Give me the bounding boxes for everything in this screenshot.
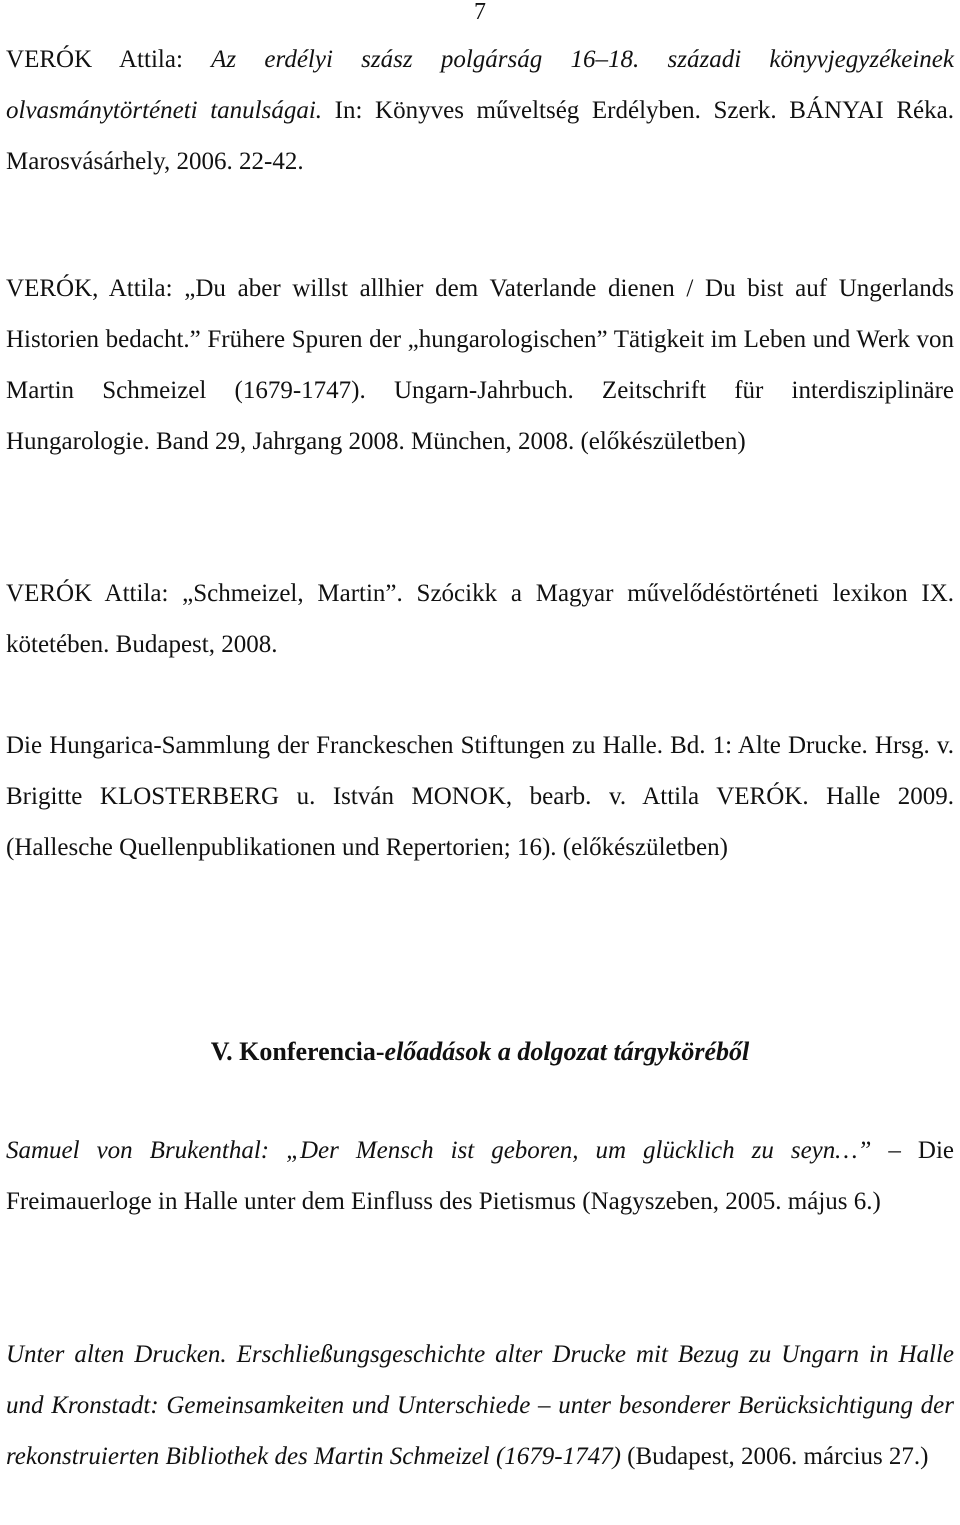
entry-text: . Halle 2009. (Hallesche Quellenpublikationen und Repertorien; 16). (előkészületben)	[6, 783, 954, 861]
editor-surname-rest: LOSTERBERG	[117, 783, 280, 810]
lecture-title: Samuel von Brukenthal: „Der Mensch ist geboren, um glücklich zu seyn…”	[6, 1137, 872, 1164]
editor-surname-rest: ONOK	[433, 783, 506, 810]
heading-prefix: V. Konferencia-	[210, 1037, 385, 1066]
bibliography-entry-2	[6, 263, 954, 467]
author-given-name: Attila:	[92, 46, 212, 73]
author-initial: V	[6, 580, 25, 607]
section-heading	[0, 1030, 960, 1074]
entry-imprint: Réka. Marosvásárhely, 2006. 22-42.	[6, 97, 954, 175]
page-number: 7	[474, 0, 486, 25]
author-name	[6, 46, 92, 73]
author-surname-rest: ERÓK	[24, 275, 93, 302]
lecture-title: Unter alten Drucken. Erschließungsgeschichte alter Drucke mit Bezug zu Ungarn in Halle und Kronstadt: Gemeinsamkeiten und Unterschiede – unter besonderer Berücksichtigung der rekonstruierten Bibliothek des Martin Schmeizel (1679-1747)	[6, 1341, 954, 1470]
entry-text: Attila: „Schmeizel, Martin”. Szócikk a Magyar művelődéstörténeti lexikon IX. kötetében. Budapest, 2008.	[6, 580, 954, 658]
lecture-details: (Budapest, 2006. március 27.)	[620, 1443, 929, 1470]
author-initial: V	[716, 783, 735, 810]
lecture-details: – Die Freimauerloge in Halle unter dem Einfluss des Pietismus (Nagyszeben, 2005. május 6.)	[6, 1137, 954, 1215]
lecture-entry-1	[6, 1125, 954, 1227]
entry-publication: In: Könyves műveltség Erdélyben. Szerk.	[322, 97, 790, 124]
author-surname-rest: ERÓK	[24, 580, 93, 607]
author-initial: V	[6, 46, 25, 73]
entry-title: Az erdélyi szász polgárság 16–18. századi könyvjegyzékeinek olvasmánytörténeti tanulságai.	[6, 46, 954, 124]
editor-surname-rest: ÁNYAI	[805, 97, 884, 124]
editor-initial: B	[789, 97, 806, 124]
entry-text: u. István	[279, 783, 412, 810]
author-surname-rest: ERÓK	[24, 46, 93, 73]
editor-initial: K	[99, 783, 118, 810]
bibliography-entry-4	[6, 720, 954, 873]
bibliography-entry-1	[6, 34, 954, 187]
lecture-entry-2	[6, 1329, 954, 1482]
entry-text: , bearb. v. Attila	[505, 783, 717, 810]
entry-text: Die Hungarica-Sammlung der Franckeschen Stiftungen zu Halle. Bd. 1: Alte Drucke. Hrsg. v. Brigitte	[6, 732, 954, 810]
editor-initial: M	[411, 783, 434, 810]
entry-text: , Attila: „Du aber willst allhier dem Vaterlande dienen / Du bist auf Ungerlands Historien bedacht.” Frühere Spuren der „hungarologischen” Tätigkeit im Leben und Werk von Martin Schmeizel (1679-1747). Ungarn-Jahrbuch. Zeitschrift für interdisziplinäre Hungarologie. Band 29, Jahrgang 2008. München, 2008. (előkészületben)	[6, 275, 954, 455]
heading-italic: előadások a dolgozat tárgyköréből	[384, 1037, 750, 1066]
author-initial: V	[6, 275, 25, 302]
author-surname-rest: ERÓK	[734, 783, 803, 810]
bibliography-entry-3	[6, 568, 954, 670]
